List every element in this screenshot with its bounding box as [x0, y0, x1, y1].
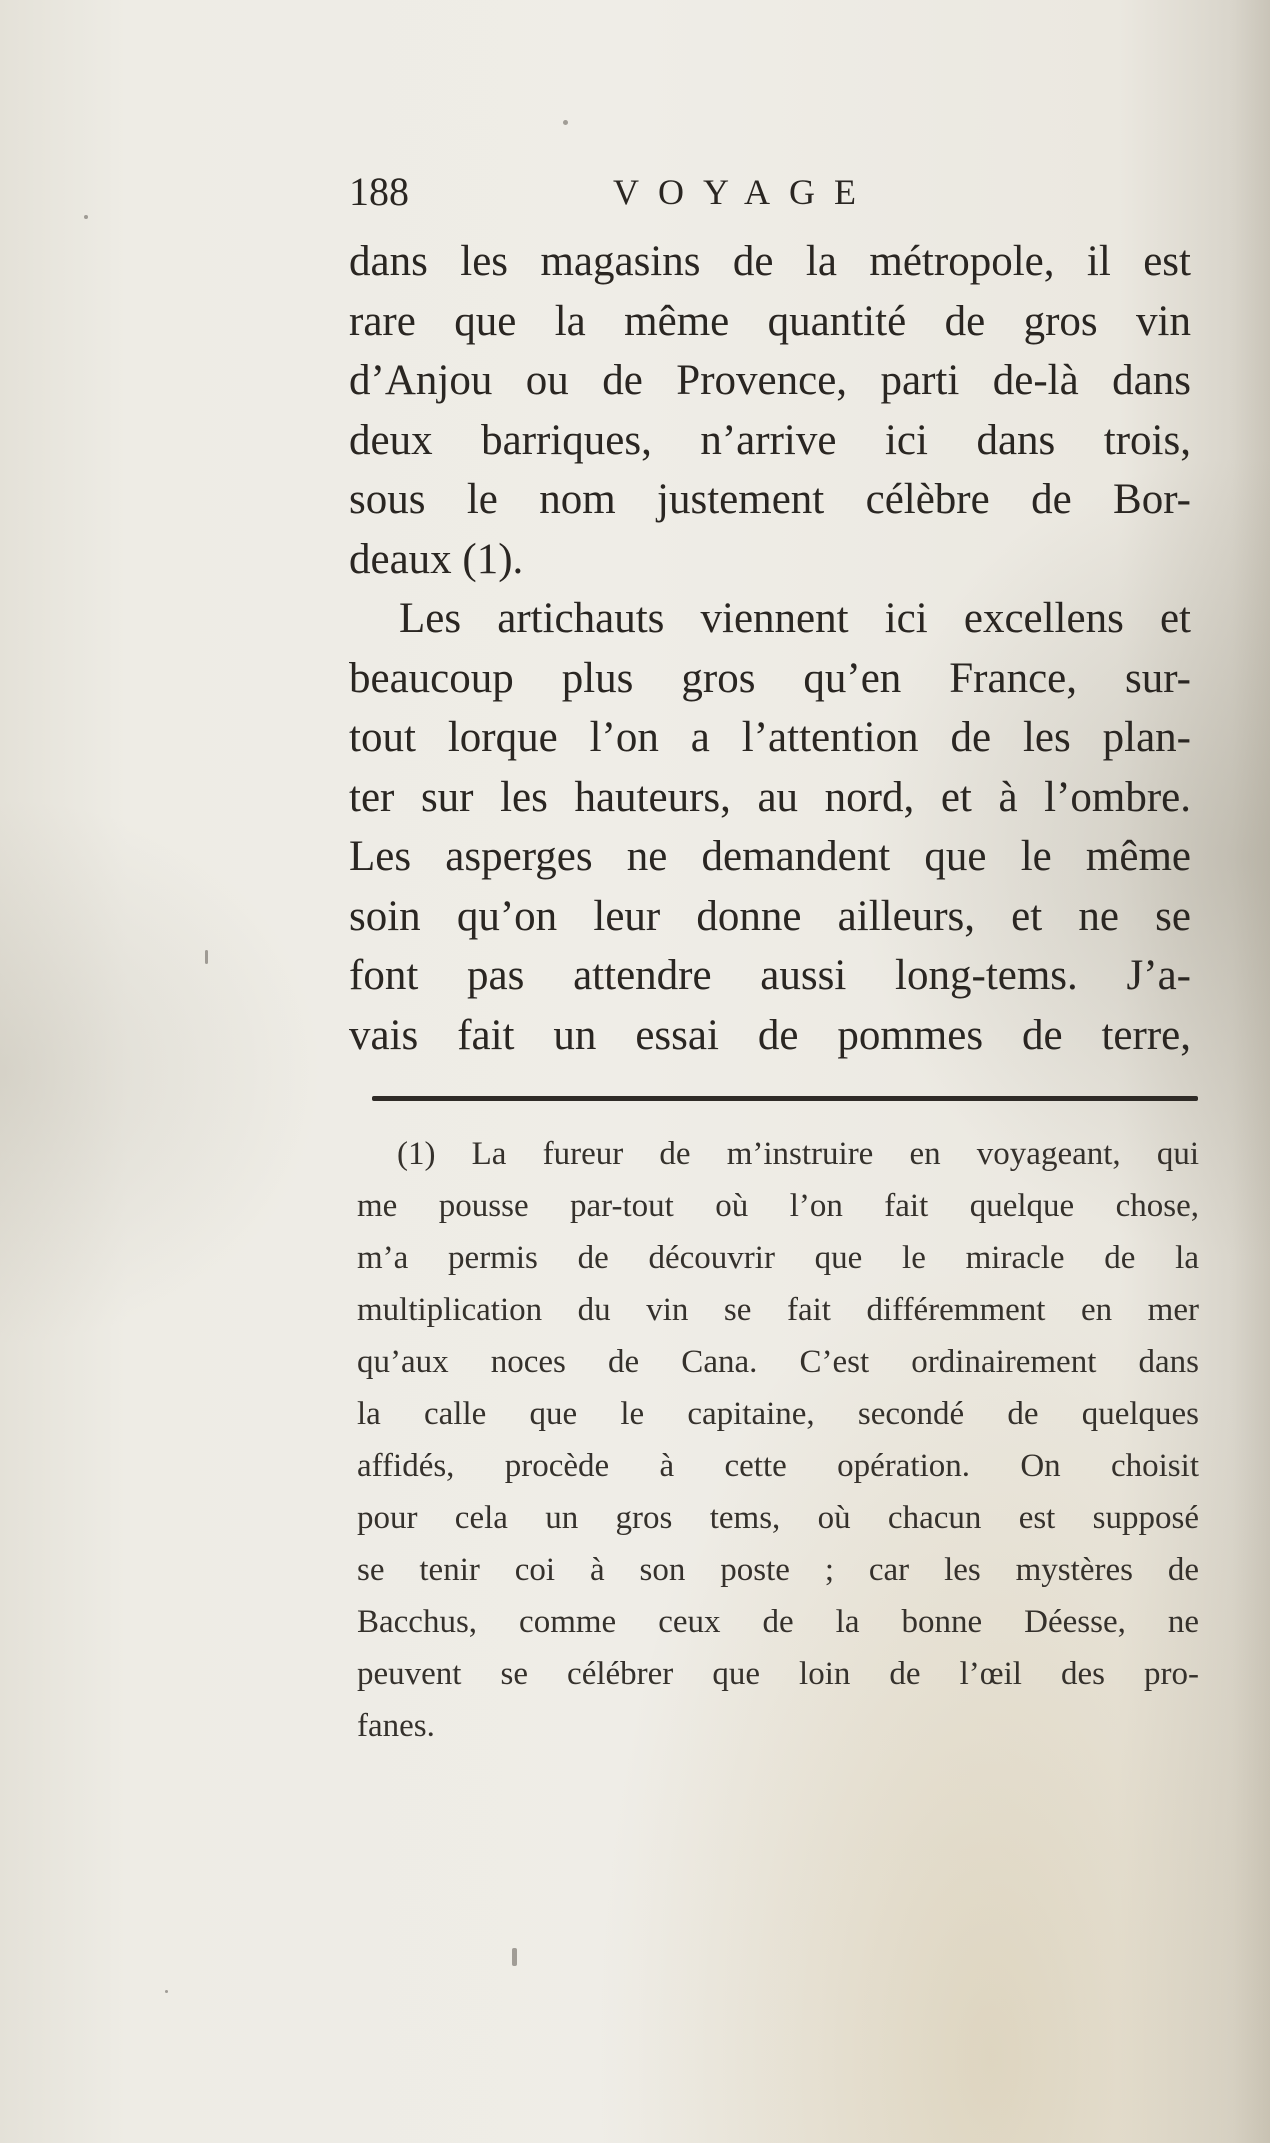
body-line: ter sur les hauteurs, au nord, et à l’ombre.	[349, 773, 1191, 821]
body-line: Les asperges ne demandent que le même	[349, 833, 1191, 880]
body-line: sous le nom justement célèbre de Bor-	[349, 476, 1191, 523]
footnote-line: (1) La fureur de m’instruire en voyageant, qui	[397, 1136, 1199, 1172]
footnote-line: pour cela un gros tems, où chacun est supposé	[357, 1500, 1199, 1536]
footnote	[357, 1128, 1199, 1752]
body-line: font pas attendre aussi long-tems. J’a-	[349, 952, 1191, 999]
body-text	[349, 232, 1191, 1065]
body-line: beaucoup plus gros qu’en France, sur-	[349, 654, 1191, 702]
body-line: deux barriques, n’arrive ici dans trois,	[349, 416, 1191, 464]
footnote-line: qu’aux noces de Cana. C’est ordinairement dans	[357, 1344, 1199, 1380]
footnote-line: affidés, procède à cette opération. On choisit	[357, 1448, 1199, 1484]
body-line: Les artichauts viennent ici excellens et	[399, 595, 1191, 642]
footnote-line: la calle que le capitaine, secondé de quelques	[357, 1396, 1199, 1432]
body-line: dans les magasins de la métropole, il est	[349, 238, 1191, 285]
body-line: vais fait un essai de pommes de terre,	[349, 1011, 1191, 1059]
footnote-line: peuvent se célébrer que loin de l’œil des pro-	[357, 1656, 1199, 1692]
body-line: deaux (1).	[349, 535, 524, 583]
body-line: d’Anjou ou de Provence, parti de-là dans	[349, 357, 1191, 404]
footnote-line: Bacchus, comme ceux de la bonne Déesse, ne	[357, 1604, 1199, 1640]
body-line: soin qu’on leur donne ailleurs, et ne se	[349, 892, 1191, 940]
paper-speck	[165, 1990, 168, 1993]
body-line: rare que la même quantité de gros vin	[349, 297, 1191, 345]
footnote-line: se tenir coi à son poste ; car les mystères de	[357, 1552, 1199, 1588]
running-head-title: VOYAGE	[613, 172, 875, 212]
body-line: tout lorque l’on a l’attention de les plan-	[349, 714, 1191, 761]
paper-speck	[512, 1948, 517, 1966]
running-head	[349, 168, 1191, 216]
paper-speck	[205, 950, 208, 964]
footnote-line: me pousse par-tout où l’on fait quelque chose,	[357, 1188, 1199, 1224]
footnote-line: multiplication du vin se fait différemment en mer	[357, 1292, 1199, 1328]
footnote-separator-rule	[372, 1096, 1198, 1101]
footnote-line: fanes.	[357, 1708, 435, 1744]
footnote-line: m’a permis de découvrir que le miracle de la	[357, 1240, 1199, 1276]
paper-speck	[563, 120, 568, 125]
page-number: 188	[349, 169, 409, 214]
paper-speck	[84, 215, 88, 219]
